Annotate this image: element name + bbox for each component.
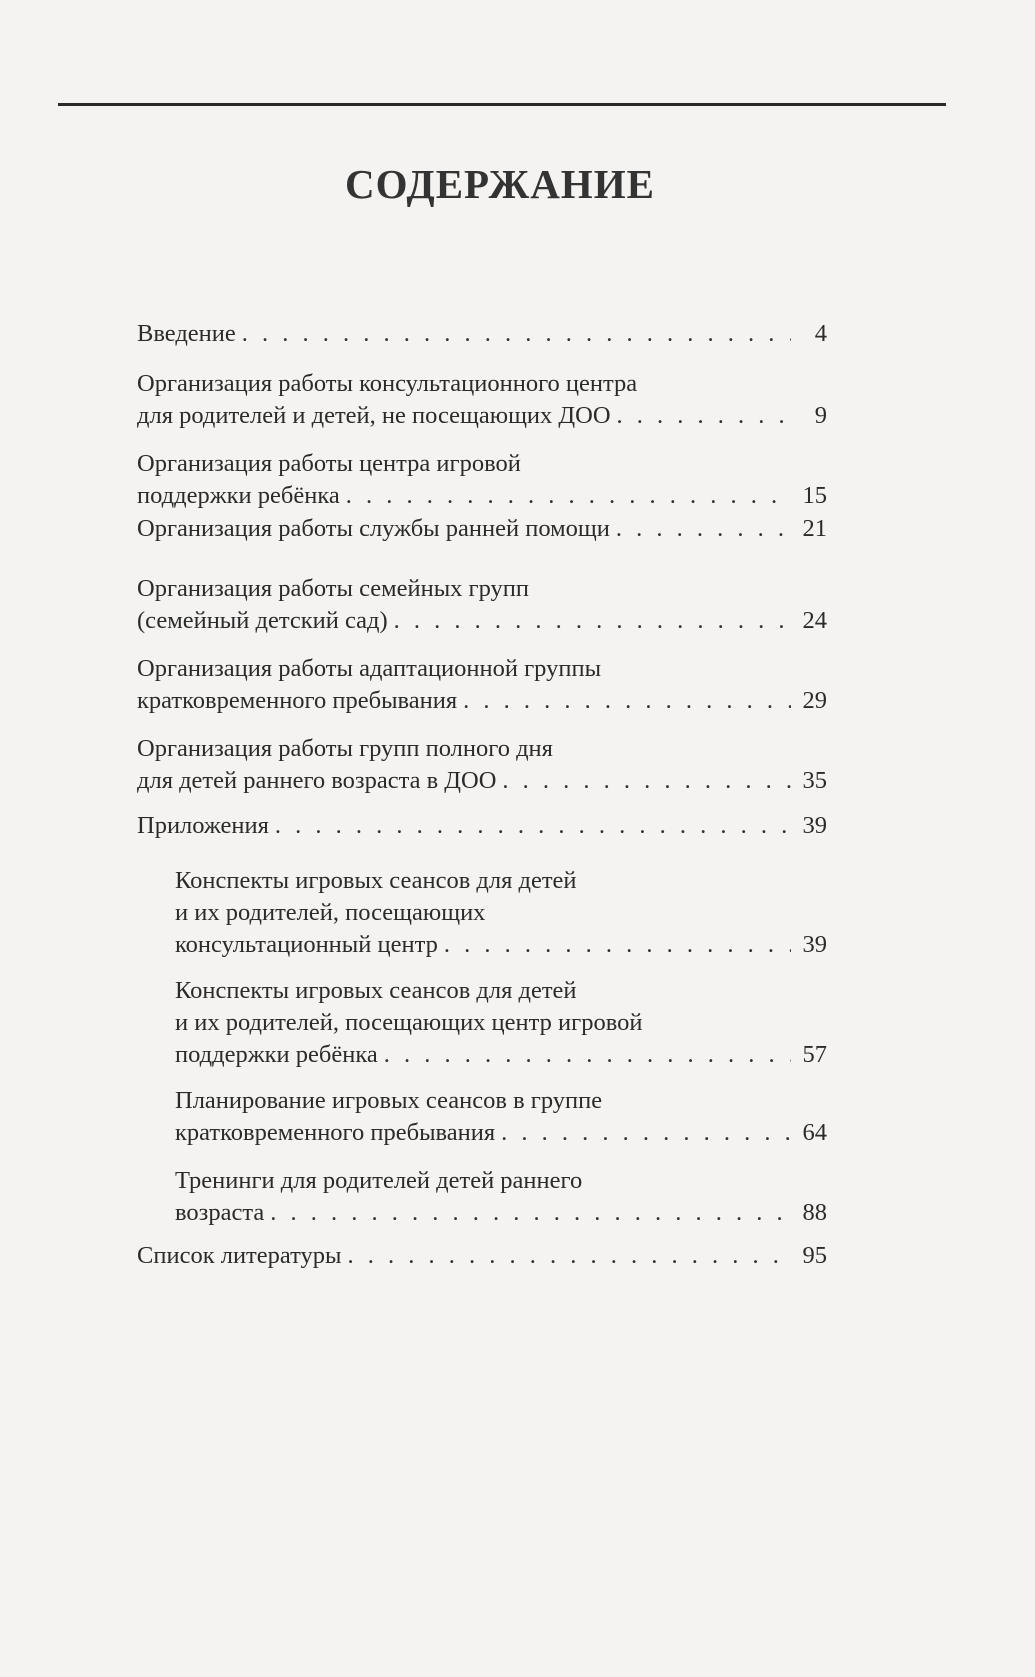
dot-leader — [384, 1039, 791, 1071]
toc-entry-lastline — [175, 929, 827, 961]
toc-entry — [175, 1165, 827, 1229]
toc-entry-text: (семейный детский сад) — [137, 607, 388, 634]
toc-page-number: 64 — [802, 1119, 827, 1146]
toc-page-number: 39 — [802, 931, 827, 958]
dot-leader — [617, 400, 791, 432]
dot-leader — [394, 605, 791, 637]
toc-entry-text: Конспекты игровых сеансов для детей — [175, 977, 577, 1004]
toc-entry-lastline — [137, 810, 827, 842]
toc-entry-text: Планирование игровых сеансов в группе — [175, 1087, 603, 1114]
toc-page-number: 29 — [802, 687, 827, 714]
toc-entry-text: и их родителей, посещающих центр игровой — [175, 1009, 643, 1036]
toc-entry-text: Приложения — [137, 812, 269, 839]
dot-leader — [242, 318, 791, 350]
toc-entry-text: Организация работы центра игровой — [137, 450, 521, 477]
toc-entry-text: Организация работы групп полного дня — [137, 735, 553, 762]
toc-entry-text: кратковременного пребывания — [175, 1119, 496, 1146]
toc-entry — [137, 1240, 827, 1272]
toc-entry — [137, 573, 827, 637]
dot-leader — [463, 685, 791, 717]
toc-page-number: 4 — [814, 320, 827, 347]
dot-leader — [501, 1117, 791, 1149]
toc-entry-lastline — [137, 480, 827, 512]
toc-entry — [137, 318, 827, 350]
toc-entry — [175, 975, 827, 1071]
dot-leader — [616, 513, 791, 545]
toc-entry-lastline — [137, 318, 827, 350]
dot-leader — [270, 1197, 791, 1229]
toc-entry-lastline — [137, 400, 827, 432]
header-rule — [58, 103, 946, 106]
toc-entry-lastline — [137, 513, 827, 545]
toc-entry-lastline — [175, 1039, 827, 1071]
toc-entry — [137, 733, 827, 797]
toc-entry-text: Организация работы семейных групп — [137, 575, 529, 602]
toc-entry — [175, 865, 827, 961]
toc-entry-lastline — [137, 1240, 827, 1272]
toc-entry — [137, 368, 827, 432]
toc-entry-text: Введение — [137, 320, 236, 347]
toc-entry-lastline — [137, 685, 827, 717]
dot-leader — [347, 1240, 791, 1272]
toc-entry-text: возраста — [175, 1199, 265, 1226]
toc-page-number: 39 — [802, 812, 827, 839]
page-title: СОДЕРЖАНИЕ — [345, 161, 655, 207]
dot-leader — [346, 480, 791, 512]
toc-entry-text: Организация работы адаптационной группы — [137, 655, 602, 682]
toc-entry — [137, 448, 827, 512]
toc-entry-lastline — [137, 605, 827, 637]
toc-page-number: 15 — [802, 482, 827, 509]
toc-entry — [137, 653, 827, 717]
toc-entry-text: консультационный центр — [175, 931, 438, 958]
toc-entry-text: для родителей и детей, не посещающих ДОО — [137, 402, 611, 429]
toc-entry — [175, 1085, 827, 1149]
dot-leader — [502, 765, 791, 797]
toc-entry-text: поддержки ребёнка — [175, 1041, 378, 1068]
toc-entry-text: Конспекты игровых сеансов для детей — [175, 867, 577, 894]
toc-page-number: 24 — [802, 607, 827, 634]
toc-entry-text: поддержки ребёнка — [137, 482, 340, 509]
toc-entry-text: для детей раннего возраста в ДОО — [137, 767, 497, 794]
dot-leader — [444, 929, 791, 961]
toc-page-number: 88 — [802, 1199, 827, 1226]
dot-leader — [275, 810, 791, 842]
toc-entry-text: и их родителей, посещающих — [175, 899, 486, 926]
toc-entry — [137, 810, 827, 842]
toc-page-number: 9 — [814, 402, 827, 429]
toc-entry-text: Организация работы службы ранней помощи — [137, 515, 610, 542]
toc-page-number: 57 — [802, 1041, 827, 1068]
toc-page-number: 21 — [802, 515, 827, 542]
toc-entry-lastline — [137, 765, 827, 797]
toc-entry — [137, 513, 827, 545]
toc-page-number: 35 — [802, 767, 827, 794]
toc-entry-text: Организация работы консультационного центра — [137, 370, 638, 397]
toc-entry-text: Тренинги для родителей детей раннего — [175, 1167, 583, 1194]
toc-entry-lastline — [175, 1117, 827, 1149]
toc-entry-lastline — [175, 1197, 827, 1229]
toc-page-number: 95 — [802, 1242, 827, 1269]
toc-entry-text: кратковременного пребывания — [137, 687, 458, 714]
toc-entry-text: Список литературы — [137, 1242, 342, 1269]
